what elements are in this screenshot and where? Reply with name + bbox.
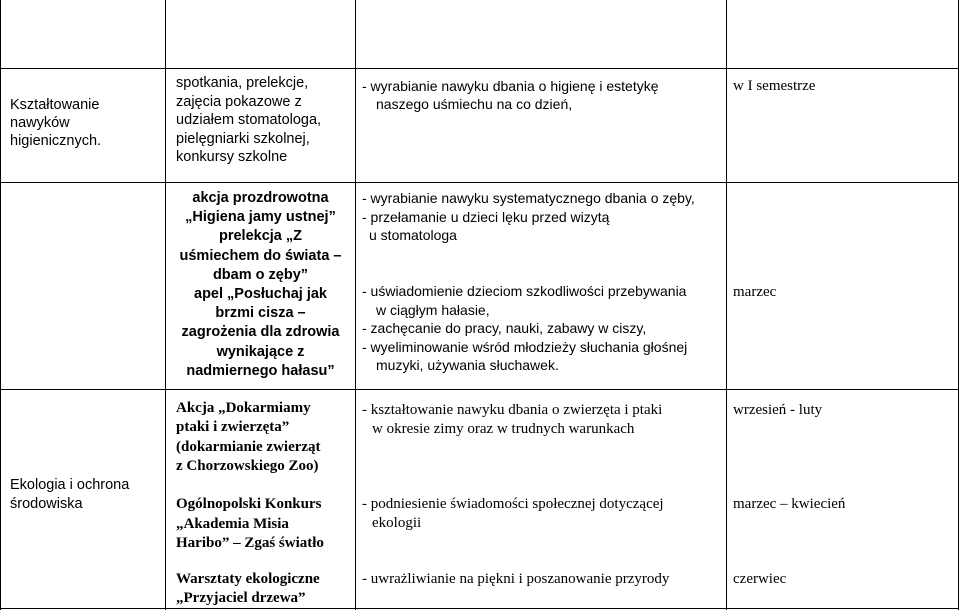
row3-goals-a [362, 401, 662, 439]
row2-forms-line: apel „Posłuchaj jak [194, 286, 327, 303]
row2-forms-line: dbam o zęby” [212, 266, 309, 283]
row1-forms-line: zajęcia pokazowe z [176, 93, 302, 110]
row3-goals-c-line: - uwrażliwianie na piękni i poszanowanie przyrody [362, 571, 670, 587]
table-border-left [0, 0, 1, 610]
row-divider-top [0, 68, 959, 69]
row2-forms-line: akcja prozdrowotna [192, 190, 329, 206]
row3-forms-c [176, 570, 320, 608]
row3-goals-a-line: - kształtowanie nawyku dbania o zwierzęta i ptaki [362, 402, 663, 418]
row1-topic-line: Kształtowanie [10, 97, 100, 113]
row3-forms-a-line: z Chorzowskiego Zoo) [176, 457, 319, 474]
row3-forms-b-line: Ogólnopolski Konkurs [176, 496, 322, 512]
row2-goals-a-line: - wyrabianie nawyku systematycznego dbania o zęby, [362, 190, 695, 206]
row-divider-2 [0, 389, 959, 390]
row3-goals-b [362, 495, 664, 533]
row1-term-text: w I semestrze [733, 78, 816, 94]
row2-goals-b-line: w ciągłym hałasie, [376, 301, 490, 318]
row3-term-a-text: wrzesień - luty [733, 402, 823, 418]
row1-goals-line: - wyrabianie nawyku dbania o higienę i estetykę [362, 78, 659, 94]
row2-term-text: marzec [733, 284, 777, 300]
column-divider-1 [165, 0, 166, 610]
row3-topic-line: środowiska [10, 495, 83, 512]
row2-goals-a-line: - przełamanie u dzieci lęku przed wizytą [362, 208, 610, 225]
row1-forms-line: konkursy szkolne [176, 149, 288, 165]
row1-goals-line: naszego uśmiechu na co dzień, [376, 96, 573, 112]
row2-goals-b [362, 282, 687, 375]
row3-goals-b-line: - podniesienie świadomości społecznej dotyczącej [362, 496, 664, 512]
row2-forms-line: zagrożenia dla zdrowia [181, 324, 340, 341]
row2-goals-a-line: u stomatologa [369, 227, 457, 243]
row3-forms-a-line: Akcja „Dokarmiamy [176, 400, 311, 416]
row-divider-1 [0, 182, 959, 183]
row3-term-b-text: marzec – kwiecień [733, 496, 846, 512]
row2-forms-line: „Higiena jamy ustnej” [185, 209, 336, 226]
row3-forms-b-line: Haribo” – Zgaś światło [176, 535, 324, 551]
row2-forms-line: brzmi cisza – [215, 305, 306, 322]
row3-term-c-text: czerwiec [733, 571, 787, 587]
row3-goals-b-line: ekologii [372, 515, 422, 531]
row2-forms-line: uśmiechem do świata – [179, 247, 342, 264]
row3-topic-line: Ekologia i ochrona [10, 477, 130, 493]
column-divider-2 [355, 0, 356, 610]
row2-goals-b-line: muzyki, używania słuchawek. [376, 357, 559, 374]
row3-forms-b [176, 495, 324, 554]
row3-forms-a [176, 399, 321, 476]
row3-forms-c-line: Warsztaty ekologiczne [176, 571, 320, 587]
row1-topic-line: nawyków [10, 115, 70, 131]
row3-term-c [733, 570, 786, 588]
column-divider-3 [726, 0, 727, 610]
row3-forms-c-line: „Przyjaciel drzewa” [176, 590, 306, 606]
row1-forms-line: pielęgniarki szkolnej, [176, 130, 310, 147]
row3-goals-a-line: w okresie zimy oraz w trudnych warunkach [372, 421, 635, 437]
row1-term [733, 77, 815, 95]
row1-topic [10, 96, 101, 150]
row2-forms-line: wynikające z [216, 343, 305, 360]
row3-forms-b-line: „Akademia Misia [176, 515, 289, 532]
row2-forms-line: nadmiernego hałasu” [186, 362, 335, 379]
row2-goals-a [362, 189, 695, 245]
row3-term-b [733, 495, 845, 513]
row2-goals-b-line: - wyeliminowanie wśród młodzieży słuchania głośnej [362, 338, 688, 355]
row2-forms-line: prelekcja „Z [218, 228, 302, 245]
row1-forms-line: udziałem stomatologa, [176, 112, 322, 128]
table-border-right [958, 0, 959, 610]
row1-forms-line: spotkania, prelekcje, [176, 75, 309, 91]
row1-goals [362, 77, 659, 113]
row3-topic [10, 476, 129, 513]
row3-term-a [733, 401, 822, 419]
row2-goals-b-line: - uświadomienie dzieciom szkodliwości przebywania [362, 283, 687, 299]
row2-term [733, 283, 776, 301]
row3-forms-a-line: ptaki i zwierzęta” [176, 419, 290, 436]
row1-forms [176, 74, 321, 167]
row-divider-bottom [0, 608, 959, 609]
row2-goals-b-line: - zachęcanie do pracy, nauki, zabawy w ciszy, [362, 320, 647, 337]
row3-goals-c [362, 570, 669, 589]
row1-topic-line: higienicznych. [10, 133, 102, 149]
row3-forms-a-line: (dokarmianie zwierząt [176, 438, 321, 455]
row2-forms [173, 189, 348, 381]
